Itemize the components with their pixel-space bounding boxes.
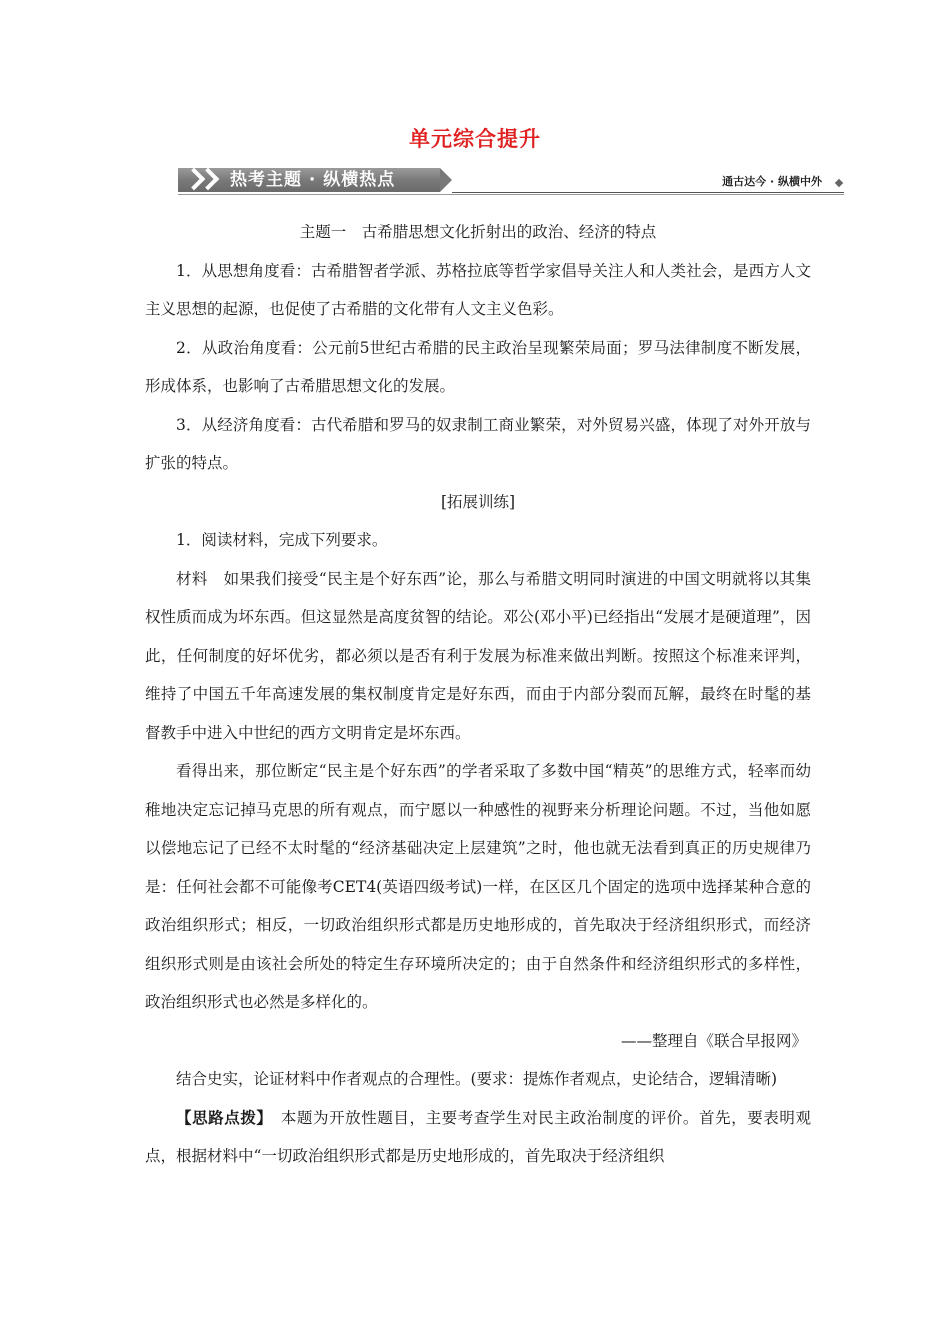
point-paragraph: 3．从经济角度看：古代希腊和罗马的奴隶制工商业繁荣，对外贸易兴盛，体现了对外开放与扩张的特点。: [145, 415, 811, 472]
banner-divider: [452, 192, 844, 193]
requirement-text: 结合史实，论证材料中作者观点的合理性。(要求：提炼作者观点，史论结合，逻辑清晰): [176, 1070, 778, 1088]
page-title: 单元综合提升: [409, 127, 541, 151]
banner-bar-tail: [440, 168, 452, 192]
point-paragraph: 1．从思想角度看：古希腊智者学派、苏格拉底等哲学家倡导关注人和人类社会，是西方人文主义思想的起源，也促使了古希腊的文化带有人文主义色彩。: [145, 261, 811, 318]
topic-heading: 主题一 古希腊思想文化折射出的政治、经济的特点: [299, 223, 657, 241]
point-paragraph: 2．从政治角度看：公元前5世纪古希腊的民主政治呈现繁荣局面；罗马法律制度不断发展，形成体系，也影响了古希腊思想文化的发展。: [145, 338, 811, 395]
material-paragraph: 看得出来，那位断定“民主是个好东西”的学者采取了多数中国“精英”的思维方式，轻率而幼稚地决定忘记掉马克思的所有观点，而宁愿以一种感性的视野来分析理论问题。不过，当他如愿以偿地忘记了已经不太时髦的“经济基础决定上层建筑”之时，他也就无法看到真正的历史规律乃是：任何社会都不可能像考CET4(英语四级考试)一样，在区区几个固定的选项中选择某种合意的政治组织形式；相反，一切政治组织形式都是历史地形成的，首先取决于经济组织形式，而经济组织形式则是由该社会所处的特定生存环境所决定的；由于自然条件和经济组织形式的多样性，政治组织形式也必然是多样化的。: [145, 762, 811, 1011]
material-paragraph: 材料 如果我们接受“民主是个好东西”论，那么与希腊文明同时演进的中国文明就将以其集权性质而成为坏东西。但这显然是高度贫智的结论。邓公(邓小平)已经指出“发展才是硬道理”，因此，任何制度的好坏优劣，都必须以是否有利于发展为标准来做出判断。按照这个标准来评判，维持了中国五千年高速发展的集权制度肯定是好东西，而由于内部分裂而瓦解，最终在时髦的基督教手中进入中世纪的西方文明肯定是坏东西。: [145, 569, 811, 742]
hint-label: 【思路点拨】: [176, 1107, 265, 1127]
exercise-heading: [拓展训练]: [440, 492, 516, 511]
hint-text: 本题为开放性题目，主要考查学生对民主政治制度的评价。首先，要表明观点，根据材料中“一切政治组织形式都是历史地形成的，首先取决于经济组织: [145, 1108, 811, 1165]
hint-paragraph: [145, 1099, 811, 1176]
banner-right-text: 通古达今 · 纵横中外: [722, 175, 822, 188]
diamond-icon: [835, 179, 843, 187]
banner-divider: [178, 194, 844, 195]
banner-left-text: 热考主题 · 纵横热点: [230, 170, 396, 190]
document-body: [145, 213, 811, 1176]
section-banner: [178, 166, 848, 196]
question-text: 1．阅读材料，完成下列要求。: [176, 531, 388, 549]
source-citation: ——整理自《联合早报网》: [620, 1031, 807, 1050]
